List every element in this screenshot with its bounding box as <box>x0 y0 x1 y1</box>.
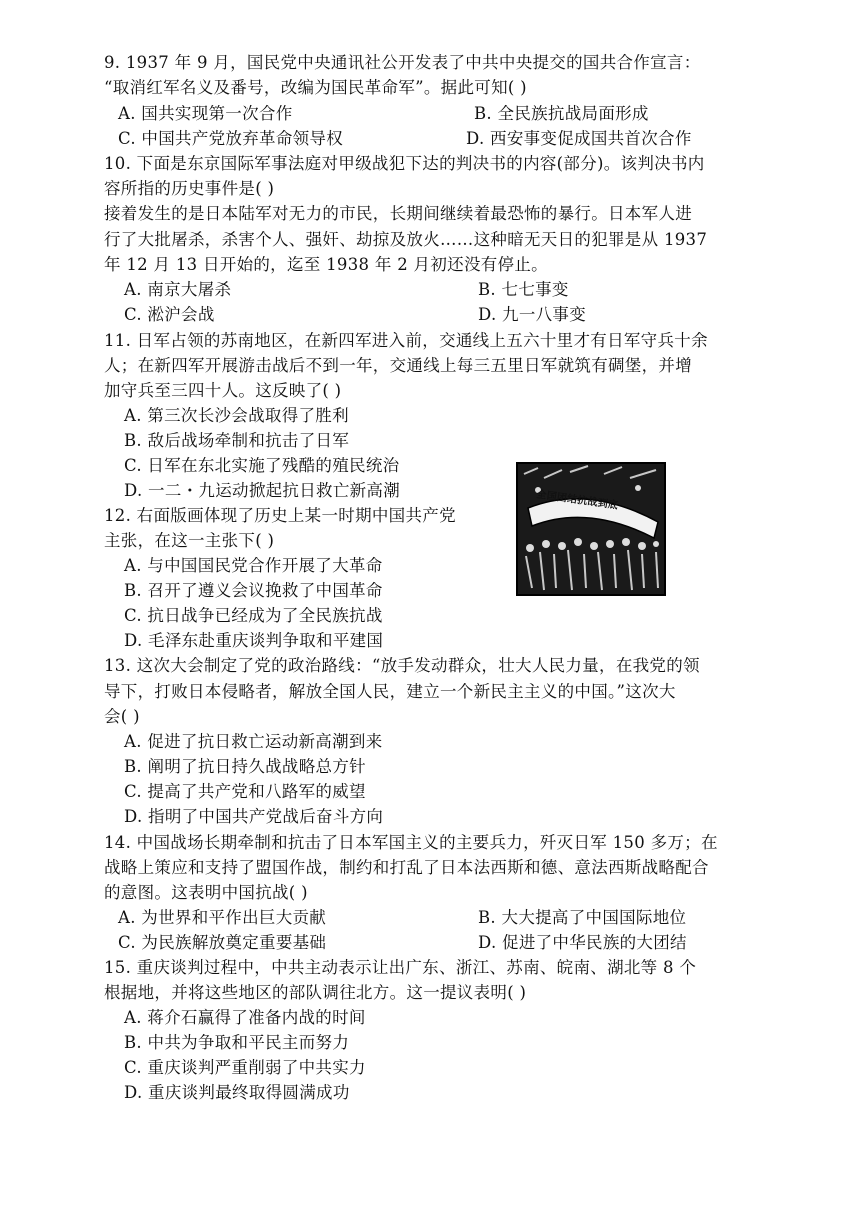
q10-option-b: B. 七七事变 <box>478 280 569 299</box>
q10-quote-line2: 行了大批屠杀，杀害个人、强奸、劫掠及放火……这种暗无天日的犯罪是从 1937 <box>104 230 708 249</box>
q9-stem-line1: 9. 1937 年 9 月，国民党中央通讯社公开发表了中共中央提交的国共合作宣言： <box>104 53 701 72</box>
q12-option-a: A. 与中国国民党合作开展了大革命 <box>124 556 383 575</box>
q13-stem-line1: 13. 这次大会制定了党的政治路线：“放手发动群众，壮大人民力量，在我党的领 <box>104 656 700 675</box>
q10-stem-line2: 容所指的历史事件是( ) <box>104 179 275 198</box>
q12-option-b: B. 召开了遵义会议挽救了中国革命 <box>124 581 383 600</box>
q15-option-c: C. 重庆谈判严重削弱了中共实力 <box>124 1058 366 1077</box>
q10-quote-line1: 接着发生的是日本陆军对无力的市民，长期间继续着最恐怖的暴行。日本军人进 <box>104 204 692 223</box>
q13-option-a: A. 促进了抗日救亡运动新高潮到来 <box>124 732 383 751</box>
q14-option-b: B. 大大提高了中国国际地位 <box>478 908 687 927</box>
q13-option-d: D. 指明了中国共产党战后奋斗方向 <box>124 807 384 826</box>
q12-stem-line2: 主张，在这一主张下( ) <box>104 531 275 550</box>
q15-option-b: B. 中共为争取和平民主而努力 <box>124 1033 350 1052</box>
q11-option-b: B. 敌后战场牵制和抗击了日军 <box>124 431 350 450</box>
woodcut-print-image <box>516 462 666 596</box>
q13-stem-line2: 导下，打败日本侵略者，解放全国人民，建立一个新民主主义的中国。”这次大 <box>104 682 676 701</box>
q10-quote-line3: 年 12 月 13 日开始的，迄至 1938 年 2 月初还没有停止。 <box>104 255 548 274</box>
q14-stem-line2: 战略上策应和支持了盟国作战，制约和打乱了日本法西斯和德、意法西斯战略配合 <box>104 858 709 877</box>
q14-stem-line3: 的意图。这表明中国抗战( ) <box>104 883 308 902</box>
q10-option-c: C. 淞沪会战 <box>124 305 215 324</box>
q15-stem-line1: 15. 重庆谈判过程中，中共主动表示让出广东、浙江、苏南、皖南、湖北等 8 个 <box>104 958 697 977</box>
q10-stem-line1: 10. 下面是东京国际军事法庭对甲级战犯下达的判决书的内容(部分)。该判决书内 <box>104 154 705 173</box>
q14-option-c: C. 为民族解放奠定重要基础 <box>118 933 327 952</box>
q11-stem-line1: 11. 日军占领的苏南地区，在新四军进入前，交通线上五六十里才有日军守兵十余 <box>104 331 708 350</box>
q11-option-c: C. 日军在东北实施了残酷的殖民统治 <box>124 456 400 475</box>
woodcut-print-illustration <box>518 464 664 594</box>
q15-option-a: A. 蒋介石赢得了准备内战的时间 <box>124 1008 366 1027</box>
q13-stem-line3: 会( ) <box>104 707 140 726</box>
q13-option-c: C. 提高了共产党和八路军的威望 <box>124 782 366 801</box>
q9-option-d: D. 西安事变促成国共首次合作 <box>466 129 692 148</box>
q11-stem-line2: 人；在新四军开展游击战后不到一年，交通线上每三五里日军就筑有碉堡，并增 <box>104 356 692 375</box>
q12-stem-line1: 12. 右面版画体现了历史上某一时期中国共产党 <box>104 506 456 525</box>
q9-option-b: B. 全民族抗战局面形成 <box>474 104 649 123</box>
q11-option-d: D. 一二・九运动掀起抗日救亡新高潮 <box>124 481 401 500</box>
woodcut-banner-text: 全国团结抗战到底 <box>535 489 619 512</box>
q15-option-d: D. 重庆谈判最终取得圆满成功 <box>124 1083 350 1102</box>
q15-stem-line2: 根据地，并将这些地区的部队调往北方。这一提议表明( ) <box>104 983 527 1002</box>
q11-option-a: A. 第三次长沙会战取得了胜利 <box>124 406 349 425</box>
q12-option-d: D. 毛泽东赴重庆谈判争取和平建国 <box>124 631 384 650</box>
q13-option-b: B. 阐明了抗日持久战战略总方针 <box>124 757 366 776</box>
q9-stem-line2: “取消红军名义及番号，改编为国民革命军”。据此可知( ) <box>104 78 527 97</box>
q11-stem-line3: 加守兵至三四十人。这反映了( ) <box>104 381 342 400</box>
q14-option-a: A. 为世界和平作出巨大贡献 <box>118 908 327 927</box>
q14-option-d: D. 促进了中华民族的大团结 <box>478 933 687 952</box>
q10-option-a: A. 南京大屠杀 <box>124 280 232 299</box>
q9-option-c: C. 中国共产党放弃革命领导权 <box>118 129 344 148</box>
q12-option-c: C. 抗日战争已经成为了全民族抗战 <box>124 606 383 625</box>
q9-option-a: A. 国共实现第一次合作 <box>118 104 293 123</box>
q10-option-d: D. 九一八事变 <box>478 305 587 324</box>
q14-stem-line1: 14. 中国战场长期牵制和抗击了日本军国主义的主要兵力，歼灭日军 150 多万；在 <box>104 833 718 852</box>
